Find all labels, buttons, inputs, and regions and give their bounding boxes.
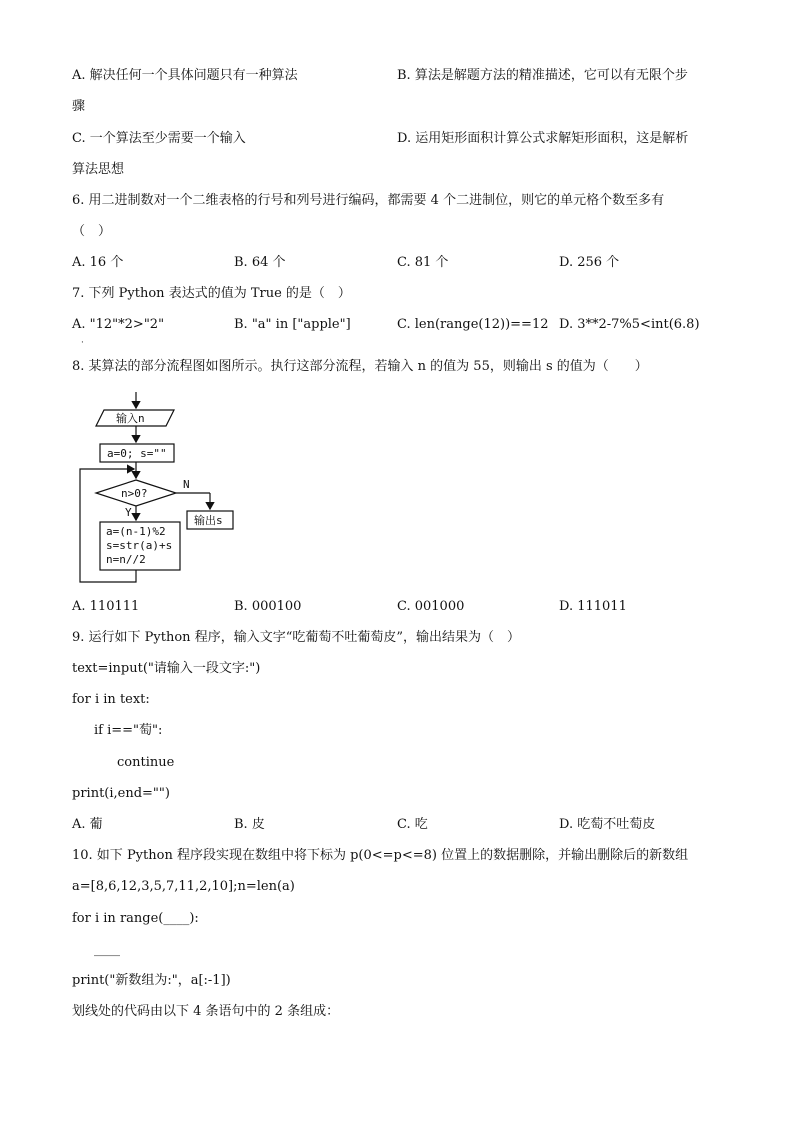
q9-option-b: B. 皮 [234,817,265,832]
q9-code-line-2: for i in text: [72,692,150,707]
q9-code-line-3: if i=="萄": [94,723,163,738]
q8-stem: 8. 某算法的部分流程图如图所示。执行这部分流程，若输入 n 的值为 55，则输出 s 的值为（ ） [72,359,648,374]
q9-option-d: D. 吃萄不吐萄皮 [559,817,656,832]
q7-option-b: B. "a" in ["apple"] [234,317,351,332]
flowchart [70,392,250,592]
q7-stem: 7. 下列 Python 表达式的值为 True 的是（ ） [72,286,351,301]
flow-decision-label: n>0? [121,487,148,500]
q5-option-a: A. 解决任何一个具体问题只有一种算法 [72,68,298,83]
q10-code-line-1: a=[8,6,12,3,5,7,11,2,10];n=len(a) [72,879,295,894]
flow-no-label: N [183,478,190,491]
q6-option-c: C. 81 个 [397,255,449,270]
q9-code-line-4: continue [117,755,175,770]
q5-option-b: B. 算法是解题方法的精准描述，它可以有无限个步 [397,68,688,83]
q7-option-d: D. 3**2-7%5<int(6.8) [559,317,700,332]
q9-code-line-5: print(i,end="") [72,786,170,801]
q7-option-a: A. "12"*2>"2" [72,317,165,332]
q10-tail-text: 划线处的代码由以下 4 条语句中的 2 条组成： [72,1004,340,1019]
q10-code-line-2: for i in range(____): [72,911,199,926]
q5-option-c: C. 一个算法至少需要一个输入 [72,131,246,146]
q6-stem: 6. 用二进制数对一个二维表格的行号和列号进行编码，都需要 4 个二进制位，则它的单元格个数至多有 [72,193,665,208]
q6-option-d: D. 256 个 [559,255,620,270]
flow-body-line-2: s=str(a)+s [106,539,173,552]
q10-code-line-4: print("新数组为:"，a[:-1]) [72,973,231,988]
q5-option-d-cont: 算法思想 [72,162,125,177]
q10-code-line-3: ____ [94,942,120,957]
q10-stem: 10. 如下 Python 程序段实现在数组中将下标为 p(0<=p<=8) 位置上的数据删除，并输出删除后的新数组 [72,848,689,863]
q6-option-a: A. 16 个 [72,255,124,270]
flow-body-line-1: a=(n-1)%2 [106,525,166,538]
q6-option-b: B. 64 个 [234,255,286,270]
q9-stem: 9. 运行如下 Python 程序，输入文字“吃葡萄不吐葡萄皮”，输出结果为（ ） [72,630,520,645]
q9-code-line-1: text=input("请输入一段文字:") [72,661,261,676]
q5-option-b-cont: 骤 [72,99,86,114]
q5-option-d: D. 运用矩形面积计算公式求解矩形面积，这是解析 [397,131,689,146]
q9-option-a: A. 葡 [72,817,103,832]
flow-input-label: 输入n [116,412,145,425]
q8-option-b: B. 000100 [234,599,302,614]
q8-option-a: A. 110111 [72,599,140,614]
q9-option-c: C. 吃 [397,817,428,832]
q8-option-c: C. 001000 [397,599,465,614]
flow-yes-label: Y [125,506,132,519]
flow-init-label: a=0; s="" [107,447,167,460]
q8-option-d: D. 111011 [559,599,627,614]
flow-body-line-3: n=n//2 [106,553,146,566]
q7-option-c: C. len(range(12))==12 [397,317,549,332]
flow-output-label: 输出s [194,514,223,527]
stray-dot: · [81,338,84,348]
q6-stem-cont: （ ） [72,224,112,239]
